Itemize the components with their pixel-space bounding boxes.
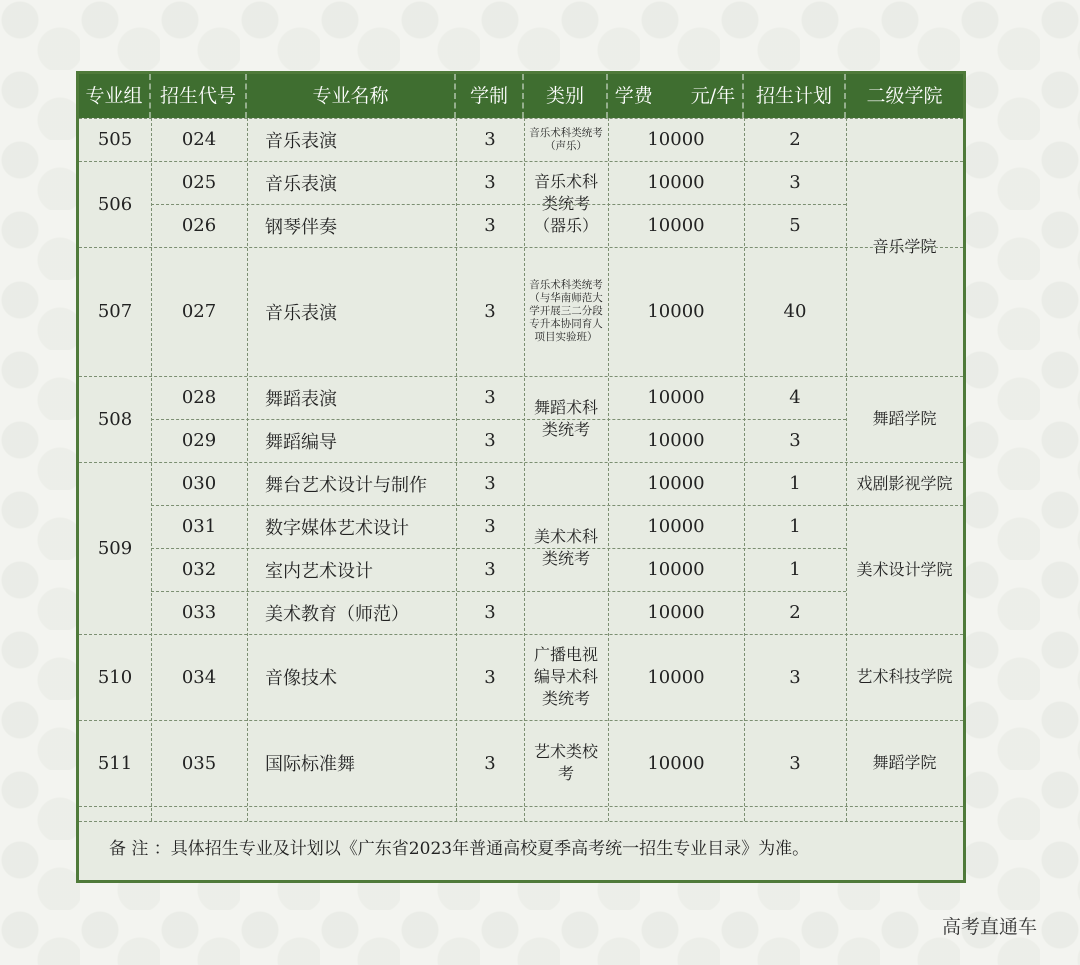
category-cell-c506: 音乐术科类统考（器乐） — [533, 172, 598, 235]
category-cell-c510: 广播电视编导术科类统考 — [533, 645, 598, 708]
grid-vline — [846, 118, 847, 821]
fee-cell: 10000 — [647, 172, 705, 193]
code-cell: 032 — [181, 559, 217, 580]
fee-cell: 10000 — [647, 473, 705, 494]
years-cell: 3 — [484, 430, 496, 451]
code-cell: 029 — [181, 430, 217, 451]
grid-vline — [608, 118, 609, 821]
fee-cell: 10000 — [647, 516, 705, 537]
code-cell: 033 — [181, 602, 217, 623]
code-cell: 028 — [181, 387, 217, 408]
category-cell-c509: 美术术科类统考 — [533, 527, 598, 568]
code-cell: 030 — [181, 473, 217, 494]
table-header — [79, 74, 963, 118]
major-name-cell: 音乐表演 — [265, 173, 337, 195]
code-cell: 031 — [181, 516, 217, 537]
grid-hline — [151, 505, 846, 506]
plan-cell: 4 — [789, 387, 801, 408]
header-cell-2: 专业名称 — [247, 74, 456, 118]
major-name-cell: 美术教育（师范） — [265, 603, 409, 625]
college-cell-art_design: 美术设计学院 — [856, 559, 953, 579]
header-cell-4: 类别 — [524, 74, 608, 118]
category-cell-c511: 艺术类校考 — [533, 742, 598, 783]
major-name-cell: 钢琴伴奏 — [265, 216, 337, 238]
header-cell-7: 二级学院 — [866, 85, 943, 107]
grid-hline — [79, 821, 963, 822]
college-cell-music: 音乐学院 — [872, 237, 937, 256]
plan-cell: 40 — [783, 301, 807, 322]
major-name-cell: 舞蹈表演 — [265, 388, 337, 410]
group-cell-g507: 507 — [97, 301, 133, 322]
years-cell: 3 — [484, 215, 496, 236]
code-cell: 024 — [181, 129, 217, 150]
category-cell-c508: 舞蹈术科类统考 — [533, 398, 598, 439]
grid-hline — [151, 204, 846, 205]
grid-vline — [247, 118, 248, 821]
fee-cell: 10000 — [647, 602, 705, 623]
grid-hline — [79, 118, 963, 119]
code-cell: 025 — [181, 172, 217, 193]
years-cell: 3 — [484, 516, 496, 537]
code-cell: 027 — [181, 301, 217, 322]
major-name-cell: 国际标准舞 — [265, 754, 355, 775]
fee-cell: 10000 — [647, 301, 705, 322]
major-name-cell: 舞蹈编导 — [265, 431, 337, 453]
major-name-cell: 数字媒体艺术设计 — [265, 517, 409, 539]
fee-cell: 10000 — [647, 430, 705, 451]
category-cell-c505: 音乐术科类统考（声乐） — [529, 126, 603, 152]
plan-cell: 2 — [789, 129, 801, 150]
enrollment-table-card — [76, 71, 966, 883]
group-cell-g510: 510 — [97, 666, 133, 688]
header-cell-1: 招生代号 — [151, 74, 247, 118]
years-cell: 3 — [484, 666, 496, 688]
category-cell-c507: 音乐术科类统考（与华南师范大学开展三二分段专升本协同育人项目实验班） — [529, 279, 603, 343]
college-cell-art_tech: 艺术科技学院 — [856, 667, 953, 686]
header-cell-5: 学费 元/年 — [608, 74, 744, 118]
years-cell: 3 — [484, 172, 496, 193]
group-cell-g511: 511 — [97, 752, 133, 774]
header-cell-6: 招生计划 — [744, 74, 846, 118]
college-cell-drama: 戏剧影视学院 — [856, 473, 953, 493]
table-note: 备 注 ：具体招生专业及计划以《广东省2023年普通高校夏季高考统一招生专业目录》为准。 — [109, 839, 810, 859]
plan-cell: 1 — [789, 473, 801, 494]
grid-hline — [79, 720, 963, 721]
major-name-cell: 舞台艺术设计与制作 — [265, 474, 427, 496]
major-name-cell: 音乐表演 — [265, 130, 337, 152]
plan-cell: 3 — [789, 172, 801, 193]
grid-hline — [79, 161, 963, 162]
fee-cell: 10000 — [647, 215, 705, 236]
grid-hline — [151, 548, 846, 549]
fee-cell: 10000 — [647, 387, 705, 408]
years-cell: 3 — [484, 559, 496, 580]
fee-cell: 10000 — [647, 559, 705, 580]
fee-cell: 10000 — [647, 129, 705, 150]
fee-cell: 10000 — [647, 666, 705, 688]
years-cell: 3 — [484, 602, 496, 623]
college-cell-dance2: 舞蹈学院 — [872, 753, 937, 772]
group-cell-g505: 505 — [97, 129, 133, 150]
code-cell: 034 — [181, 666, 217, 688]
grid-hline — [79, 806, 963, 807]
group-cell-g506: 506 — [97, 193, 133, 215]
grid-hline — [151, 591, 846, 592]
college-cell-dance: 舞蹈学院 — [872, 409, 937, 428]
grid-hline — [79, 247, 963, 248]
grid-vline — [151, 118, 152, 821]
group-cell-g509: 509 — [97, 537, 133, 559]
plan-cell: 2 — [789, 602, 801, 623]
grid-vline — [524, 118, 525, 821]
years-cell: 3 — [484, 301, 496, 322]
plan-cell: 1 — [789, 516, 801, 537]
major-name-cell: 音乐表演 — [265, 302, 337, 324]
years-cell: 3 — [484, 473, 496, 494]
years-cell: 3 — [484, 752, 496, 774]
major-name-cell: 室内艺术设计 — [265, 560, 373, 582]
header-cell-0: 专业组 — [79, 74, 151, 118]
grid-hline — [79, 634, 963, 635]
plan-cell: 5 — [789, 215, 801, 236]
years-cell: 3 — [484, 387, 496, 408]
grid-hline — [846, 505, 963, 506]
header-cell-3: 学制 — [456, 74, 524, 118]
grid-hline — [79, 376, 963, 377]
plan-cell: 3 — [789, 752, 801, 774]
plan-cell: 3 — [789, 430, 801, 451]
fee-cell: 10000 — [647, 752, 705, 774]
watermark-text: 高考直通车 — [942, 916, 1038, 938]
grid-vline — [744, 118, 745, 821]
grid-vline — [456, 118, 457, 821]
group-cell-g508: 508 — [97, 408, 133, 430]
code-cell: 035 — [181, 752, 217, 774]
grid-hline — [79, 462, 963, 463]
plan-cell: 3 — [789, 666, 801, 688]
grid-hline — [151, 419, 846, 420]
plan-cell: 1 — [789, 559, 801, 580]
years-cell: 3 — [484, 129, 496, 150]
major-name-cell: 音像技术 — [265, 668, 337, 689]
code-cell: 026 — [181, 215, 217, 236]
table-body — [79, 118, 963, 821]
